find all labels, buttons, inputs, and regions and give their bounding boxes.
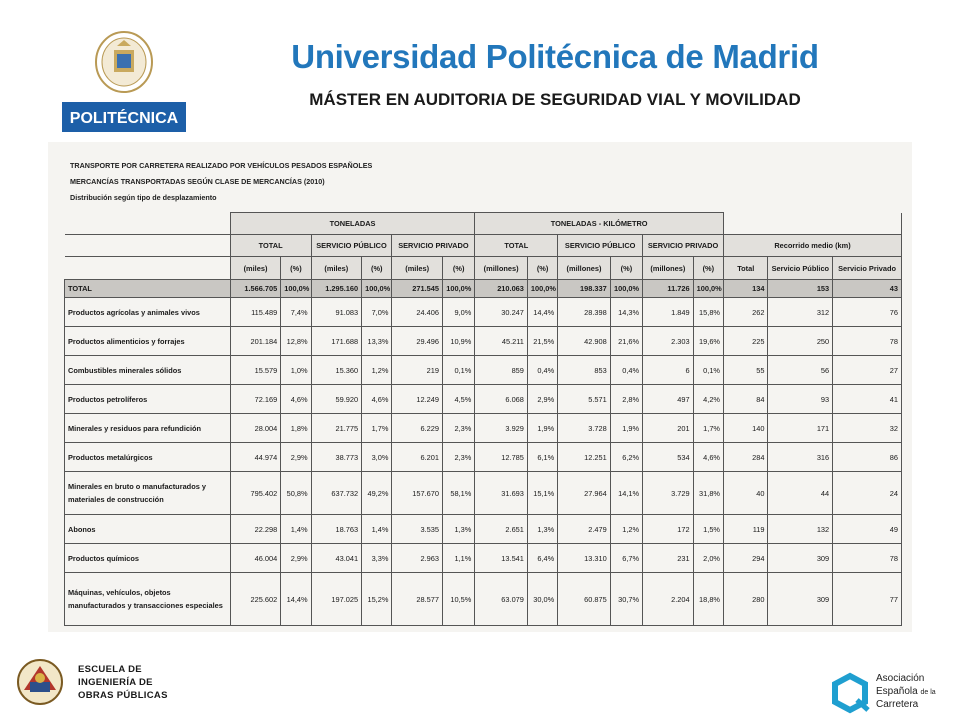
table-cell: 19,6% <box>693 327 723 356</box>
table-cell: 9,0% <box>442 298 474 327</box>
table-cell: 2,9% <box>527 385 557 414</box>
doc-heading-1: TRANSPORTE POR CARRETERA REALIZADO POR VEHÍCULOS PESADOS ESPAÑOLES <box>70 161 373 170</box>
aec-line: Asociación <box>876 673 925 684</box>
header-cell: TOTAL <box>230 235 311 257</box>
table-cell: 6,2% <box>610 443 642 472</box>
table-cell: 271.545 <box>392 280 443 298</box>
table-cell: 24 <box>833 472 902 515</box>
table-cell: 4,2% <box>693 385 723 414</box>
table-cell: 859 <box>475 356 528 385</box>
unit-header-cell: Servicio Privado <box>833 257 902 280</box>
table-cell: 12.251 <box>558 443 611 472</box>
table-cell: 15,8% <box>693 298 723 327</box>
table-cell: 157.670 <box>392 472 443 515</box>
table-cell: 43 <box>833 280 902 298</box>
table-cell: 93 <box>768 385 833 414</box>
table-row <box>65 544 902 573</box>
table-cell: 22.298 <box>230 515 281 544</box>
table-cell: 100,0% <box>527 280 557 298</box>
row-label: Minerales en bruto o manufacturados y materiales de construcción <box>65 472 231 515</box>
table-cell: 31.693 <box>475 472 528 515</box>
total-row <box>65 280 902 298</box>
unit-header-cell: (millones) <box>558 257 611 280</box>
table-cell: 6.201 <box>392 443 443 472</box>
table-cell: 1,9% <box>527 414 557 443</box>
table-cell: 76 <box>833 298 902 327</box>
table-cell: 1.849 <box>643 298 694 327</box>
table-cell: 27.964 <box>558 472 611 515</box>
table-cell: 6 <box>643 356 694 385</box>
table-cell: 10,9% <box>442 327 474 356</box>
table-cell: 309 <box>768 573 833 626</box>
row-label: TOTAL <box>65 280 231 298</box>
table-cell: 12.785 <box>475 443 528 472</box>
table-body <box>65 280 902 626</box>
table-cell: 63.079 <box>475 573 528 626</box>
unit-header-cell: Total <box>724 257 768 280</box>
unit-header-cell: Servicio Público <box>768 257 833 280</box>
header-toneladas-km: TONELADAS - KILÓMETRO <box>475 213 724 235</box>
table-cell: 29.496 <box>392 327 443 356</box>
table-cell: 72.169 <box>230 385 281 414</box>
table-cell: 6.068 <box>475 385 528 414</box>
table-cell: 280 <box>724 573 768 626</box>
table-header-row <box>65 257 902 280</box>
row-label: Máquinas, vehículos, objetos manufacturados y transacciones especiales <box>65 573 231 626</box>
table-cell: 14,3% <box>610 298 642 327</box>
row-label: Productos químicos <box>65 544 231 573</box>
header-cell: Recorrido medio (km) <box>724 235 902 257</box>
table-cell: 78 <box>833 544 902 573</box>
table-cell: 0,4% <box>610 356 642 385</box>
escuela-line: ESCUELA DE <box>78 664 142 675</box>
aec-line: Carretera <box>876 699 919 710</box>
table-cell: 1,7% <box>362 414 392 443</box>
table-cell: 5.571 <box>558 385 611 414</box>
table-cell: 4,5% <box>442 385 474 414</box>
table-cell: 2.963 <box>392 544 443 573</box>
table-cell: 2,3% <box>442 443 474 472</box>
table-cell: 3,0% <box>362 443 392 472</box>
table-cell: 1,4% <box>281 515 311 544</box>
table-cell: 13.541 <box>475 544 528 573</box>
table-cell: 15,2% <box>362 573 392 626</box>
table-cell: 12.249 <box>392 385 443 414</box>
table-cell: 225 <box>724 327 768 356</box>
table-cell: 2,3% <box>442 414 474 443</box>
table-cell: 3,3% <box>362 544 392 573</box>
table-cell: 2.204 <box>643 573 694 626</box>
table-cell: 153 <box>768 280 833 298</box>
table-cell: 1,4% <box>362 515 392 544</box>
table-cell: 100,0% <box>442 280 474 298</box>
table-cell: 38.773 <box>311 443 362 472</box>
page-title: Universidad Politécnica de Madrid <box>291 38 819 75</box>
table-cell: 284 <box>724 443 768 472</box>
table-cell: 100,0% <box>693 280 723 298</box>
table-cell: 1,5% <box>693 515 723 544</box>
header-cell: TOTAL <box>475 235 558 257</box>
table-header-row <box>65 235 902 257</box>
table-cell: 262 <box>724 298 768 327</box>
table-cell: 14,4% <box>527 298 557 327</box>
table-cell: 2.303 <box>643 327 694 356</box>
table-cell: 309 <box>768 544 833 573</box>
table-cell: 6.229 <box>392 414 443 443</box>
table-cell: 14,4% <box>281 573 311 626</box>
table-cell: 55 <box>724 356 768 385</box>
table-cell: 2,8% <box>610 385 642 414</box>
table-cell: 28.398 <box>558 298 611 327</box>
row-label: Productos petrolíferos <box>65 385 231 414</box>
row-label: Minerales y residuos para refundición <box>65 414 231 443</box>
table-cell: 0,1% <box>693 356 723 385</box>
aec-logo <box>830 672 870 714</box>
freight-table <box>64 212 902 626</box>
table-cell: 30,0% <box>527 573 557 626</box>
table-cell: 18,8% <box>693 573 723 626</box>
table-cell: 56 <box>768 356 833 385</box>
table-cell: 6,7% <box>610 544 642 573</box>
table-cell: 49 <box>833 515 902 544</box>
table-cell: 21,5% <box>527 327 557 356</box>
table-cell: 100,0% <box>610 280 642 298</box>
table-row <box>65 327 902 356</box>
table-cell: 31,8% <box>693 472 723 515</box>
unit-header-cell: (%) <box>442 257 474 280</box>
table-cell: 1,1% <box>442 544 474 573</box>
unit-header-cell: (%) <box>610 257 642 280</box>
table-cell: 41 <box>833 385 902 414</box>
unit-header-cell: (%) <box>281 257 311 280</box>
unit-header-cell: (%) <box>527 257 557 280</box>
table-cell: 497 <box>643 385 694 414</box>
table-cell: 30.247 <box>475 298 528 327</box>
upm-logo-label: POLITÉCNICA <box>69 110 179 127</box>
unit-header-cell: (millones) <box>643 257 694 280</box>
table-cell: 294 <box>724 544 768 573</box>
header-cell: SERVICIO PRIVADO <box>392 235 475 257</box>
table-cell: 60.875 <box>558 573 611 626</box>
table-cell: 27 <box>833 356 902 385</box>
unit-header-cell: (miles) <box>311 257 362 280</box>
table-cell: 3.728 <box>558 414 611 443</box>
table-cell: 84 <box>724 385 768 414</box>
table-row <box>65 515 902 544</box>
table-cell: 210.063 <box>475 280 528 298</box>
scanned-table-document <box>48 142 912 632</box>
table-cell: 4,6% <box>693 443 723 472</box>
table-cell: 1,9% <box>610 414 642 443</box>
table-cell: 21.775 <box>311 414 362 443</box>
header-cell: SERVICIO PRIVADO <box>643 235 724 257</box>
table-cell: 13,3% <box>362 327 392 356</box>
table-row <box>65 573 902 626</box>
table-cell: 42.908 <box>558 327 611 356</box>
table-cell: 40 <box>724 472 768 515</box>
document-headings <box>70 158 372 206</box>
table-cell: 225.602 <box>230 573 281 626</box>
table-cell: 0,4% <box>527 356 557 385</box>
table-cell: 49,2% <box>362 472 392 515</box>
table-cell: 10,5% <box>442 573 474 626</box>
table-cell: 58,1% <box>442 472 474 515</box>
table-cell: 1.295.160 <box>311 280 362 298</box>
table-row <box>65 443 902 472</box>
table-cell: 13.310 <box>558 544 611 573</box>
table-header-row <box>65 213 902 235</box>
table-cell: 46.004 <box>230 544 281 573</box>
table-cell: 100,0% <box>362 280 392 298</box>
table-cell: 201.184 <box>230 327 281 356</box>
unit-header-cell: (miles) <box>392 257 443 280</box>
table-cell: 11.726 <box>643 280 694 298</box>
aec-line: Española de la <box>876 685 936 697</box>
table-cell: 219 <box>392 356 443 385</box>
table-cell: 197.025 <box>311 573 362 626</box>
table-cell: 2,9% <box>281 544 311 573</box>
aec-name <box>876 673 936 712</box>
table-cell: 132 <box>768 515 833 544</box>
table-cell: 15.360 <box>311 356 362 385</box>
table-cell: 44.974 <box>230 443 281 472</box>
table-cell: 4,6% <box>362 385 392 414</box>
table-cell: 24.406 <box>392 298 443 327</box>
table-row <box>65 356 902 385</box>
table-cell: 45.211 <box>475 327 528 356</box>
escuela-name <box>78 663 168 702</box>
escuela-line: INGENIERÍA DE <box>78 677 153 688</box>
table-cell: 18.763 <box>311 515 362 544</box>
table-cell: 171.688 <box>311 327 362 356</box>
header-cell: SERVICIO PÚBLICO <box>311 235 392 257</box>
table-cell: 50,8% <box>281 472 311 515</box>
table-cell: 250 <box>768 327 833 356</box>
table-cell: 2.479 <box>558 515 611 544</box>
table-cell: 1,2% <box>610 515 642 544</box>
row-label: Abonos <box>65 515 231 544</box>
header-cell: SERVICIO PÚBLICO <box>558 235 643 257</box>
table-cell: 3.535 <box>392 515 443 544</box>
upm-logo <box>62 28 186 132</box>
table-cell: 59.920 <box>311 385 362 414</box>
table-cell: 3.729 <box>643 472 694 515</box>
row-label: Productos agrícolas y animales vivos <box>65 298 231 327</box>
table-cell: 795.402 <box>230 472 281 515</box>
row-label: Productos metalúrgicos <box>65 443 231 472</box>
table-cell: 312 <box>768 298 833 327</box>
table-cell: 7,0% <box>362 298 392 327</box>
table-cell: 28.577 <box>392 573 443 626</box>
table-cell: 3.929 <box>475 414 528 443</box>
table-cell: 91.083 <box>311 298 362 327</box>
doc-heading-3: Distribución según tipo de desplazamiento <box>70 193 217 202</box>
table-cell: 86 <box>833 443 902 472</box>
table-cell: 43.041 <box>311 544 362 573</box>
table-cell: 30,7% <box>610 573 642 626</box>
table-cell: 201 <box>643 414 694 443</box>
table-row <box>65 472 902 515</box>
table-cell: 0,1% <box>442 356 474 385</box>
table-cell: 231 <box>643 544 694 573</box>
row-label: Productos alimenticios y forrajes <box>65 327 231 356</box>
table-cell: 6,1% <box>527 443 557 472</box>
escuela-line: OBRAS PÚBLICAS <box>78 690 168 701</box>
unit-header-cell: (millones) <box>475 257 528 280</box>
doc-heading-2: MERCANCÍAS TRANSPORTADAS SEGÚN CLASE DE MERCANCÍAS (2010) <box>70 177 325 186</box>
table-cell: 1,3% <box>442 515 474 544</box>
table-row <box>65 385 902 414</box>
table-cell: 637.732 <box>311 472 362 515</box>
table-cell: 77 <box>833 573 902 626</box>
table-cell: 1.566.705 <box>230 280 281 298</box>
table-cell: 1,3% <box>527 515 557 544</box>
table-cell: 1,2% <box>362 356 392 385</box>
table-row <box>65 414 902 443</box>
table-cell: 119 <box>724 515 768 544</box>
table-cell: 44 <box>768 472 833 515</box>
unit-header-cell: (%) <box>362 257 392 280</box>
table-cell: 1,7% <box>693 414 723 443</box>
table-cell: 6,4% <box>527 544 557 573</box>
table-cell: 853 <box>558 356 611 385</box>
table-cell: 14,1% <box>610 472 642 515</box>
table-cell: 78 <box>833 327 902 356</box>
table-cell: 198.337 <box>558 280 611 298</box>
table-cell: 115.489 <box>230 298 281 327</box>
table-cell: 100,0% <box>281 280 311 298</box>
table-cell: 134 <box>724 280 768 298</box>
table-cell: 2,9% <box>281 443 311 472</box>
table-cell: 2,0% <box>693 544 723 573</box>
table-cell: 140 <box>724 414 768 443</box>
table-cell: 15,1% <box>527 472 557 515</box>
table-row <box>65 298 902 327</box>
table-cell: 171 <box>768 414 833 443</box>
table-cell: 534 <box>643 443 694 472</box>
header-toneladas: TONELADAS <box>230 213 475 235</box>
page-subtitle: MÁSTER EN AUDITORIA DE SEGURIDAD VIAL Y MOVILIDAD <box>309 90 801 109</box>
table-cell: 32 <box>833 414 902 443</box>
table-cell: 7,4% <box>281 298 311 327</box>
table-cell: 12,8% <box>281 327 311 356</box>
table-cell: 316 <box>768 443 833 472</box>
table-cell: 1,0% <box>281 356 311 385</box>
table-cell: 4,6% <box>281 385 311 414</box>
table-cell: 172 <box>643 515 694 544</box>
table-cell: 21,6% <box>610 327 642 356</box>
table-cell: 2.651 <box>475 515 528 544</box>
unit-header-cell: (miles) <box>230 257 281 280</box>
unit-header-cell: (%) <box>693 257 723 280</box>
row-label: Combustibles minerales sólidos <box>65 356 231 385</box>
table-cell: 1,8% <box>281 414 311 443</box>
table-cell: 15.579 <box>230 356 281 385</box>
table-cell: 28.004 <box>230 414 281 443</box>
